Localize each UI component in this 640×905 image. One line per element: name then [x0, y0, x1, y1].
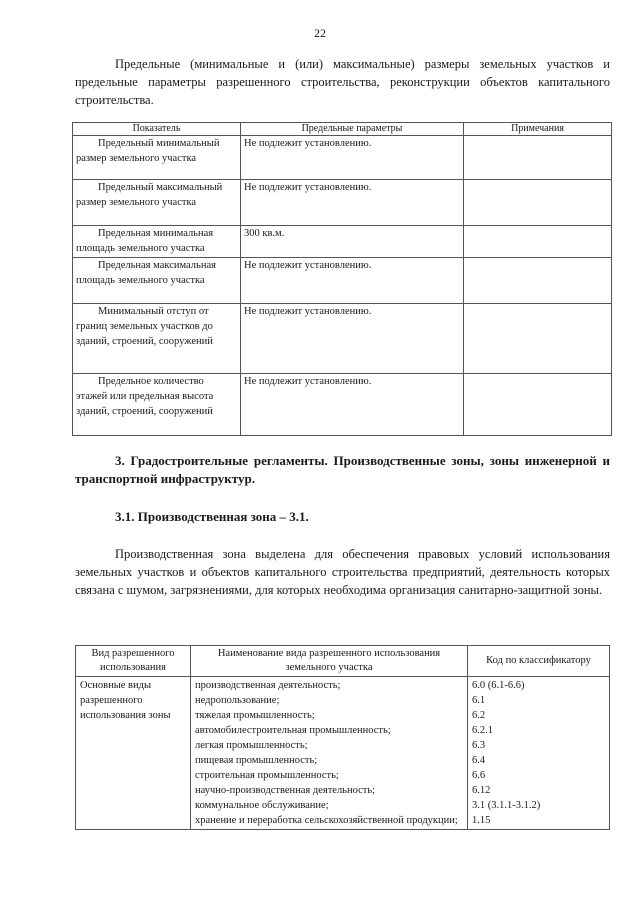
indicator-cell: Предельный минимальный размер земельного участка: [73, 136, 241, 180]
column-header: Предельные параметры: [241, 123, 464, 136]
note-cell: [464, 226, 612, 258]
table-row: [73, 226, 612, 258]
use-code: 6.0 (6.1-6.6): [472, 680, 525, 691]
use-code: 6.12: [472, 785, 491, 796]
table-header-row: [73, 123, 612, 136]
use-name: хранение и переработка сельскохозяйственной продукции;: [195, 815, 458, 826]
names-cell: [191, 677, 468, 830]
subsection-heading: 3.1. Производственная зона – 3.1.: [115, 509, 309, 524]
note-cell: [464, 374, 612, 436]
table-row: [73, 136, 612, 180]
column-header: Наименование вида разрешенного использования земельного участка: [191, 646, 468, 677]
uses-table: [75, 645, 610, 830]
column-header: Код по классификатору: [468, 646, 610, 677]
table-row: [76, 677, 610, 830]
note-cell: [464, 258, 612, 304]
value-cell: Не подлежит установлению.: [241, 374, 464, 436]
note-cell: [464, 304, 612, 374]
params-table: [72, 122, 612, 436]
use-name: коммунальное обслуживание;: [195, 800, 329, 811]
use-name: производственная деятельность;: [195, 680, 341, 691]
indicator-cell: Предельное количество этажей или предельная высота зданий, строений, сооружений: [73, 374, 241, 436]
value-cell: Не подлежит установлению.: [241, 136, 464, 180]
table-row: [73, 304, 612, 374]
value-cell: Не подлежит установлению.: [241, 258, 464, 304]
use-name: тяжелая промышленность;: [195, 710, 315, 721]
table-row: [73, 374, 612, 436]
use-name: легкая промышленность;: [195, 740, 308, 751]
table-row: [73, 258, 612, 304]
use-code: 6.1: [472, 695, 486, 706]
page-number: 22: [314, 26, 326, 40]
zone-paragraph: Производственная зона выделена для обеспечения правовых условий использования земельных участков и объектов капитального строительства предприятий, деятельность которых связана с шумом, загрязнениями, для которых необходима организация санитарно-защитной зоны.: [75, 547, 610, 597]
note-cell: [464, 180, 612, 226]
use-code: 6.4: [472, 755, 486, 766]
value-cell: 300 кв.м.: [241, 226, 464, 258]
value-cell: Не подлежит установлению.: [241, 180, 464, 226]
indicator-cell: Предельная минимальная площадь земельного участка: [73, 226, 241, 258]
indicator-cell: Минимальный отступ от границ земельных участков до зданий, строений, сооружений: [73, 304, 241, 374]
column-header: Вид разрешенного использования: [76, 646, 191, 677]
indicator-cell: Предельная максимальная площадь земельного участка: [73, 258, 241, 304]
note-cell: [464, 136, 612, 180]
use-code: 3.1 (3.1.1-3.1.2): [472, 800, 541, 811]
use-name: строительная промышленность;: [195, 770, 339, 781]
use-name: пищевая промышленность;: [195, 755, 318, 766]
section-heading: 3. Градостроительные регламенты. Производственные зоны, зоны инженерной и транспортной инфраструктур.: [75, 453, 610, 486]
use-code: 6.3: [472, 740, 486, 751]
codes-cell: [468, 677, 610, 830]
use-code: 1.15: [472, 815, 491, 826]
use-name: автомобилестроительная промышленность;: [195, 725, 391, 736]
column-header: Показатель: [73, 123, 241, 136]
use-name: недропользование;: [195, 695, 280, 706]
value-cell: Не подлежит установлению.: [241, 304, 464, 374]
use-name: научно-производственная деятельность;: [195, 785, 376, 796]
category-cell: Основные виды разрешенного использования зоны: [76, 677, 191, 830]
column-header: Примечания: [464, 123, 612, 136]
use-code: 6.6: [472, 770, 486, 781]
intro-paragraph: Предельные (минимальные и (или) максимальные) размеры земельных участков и предельные параметры разрешенного строительства, реконструкции объектов капитального строительства.: [75, 57, 610, 107]
use-code: 6.2.1: [472, 725, 493, 736]
table-row: [73, 180, 612, 226]
use-code: 6.2: [472, 710, 486, 721]
indicator-cell: Предельный максимальный размер земельного участка: [73, 180, 241, 226]
table-header-row: [76, 646, 610, 677]
